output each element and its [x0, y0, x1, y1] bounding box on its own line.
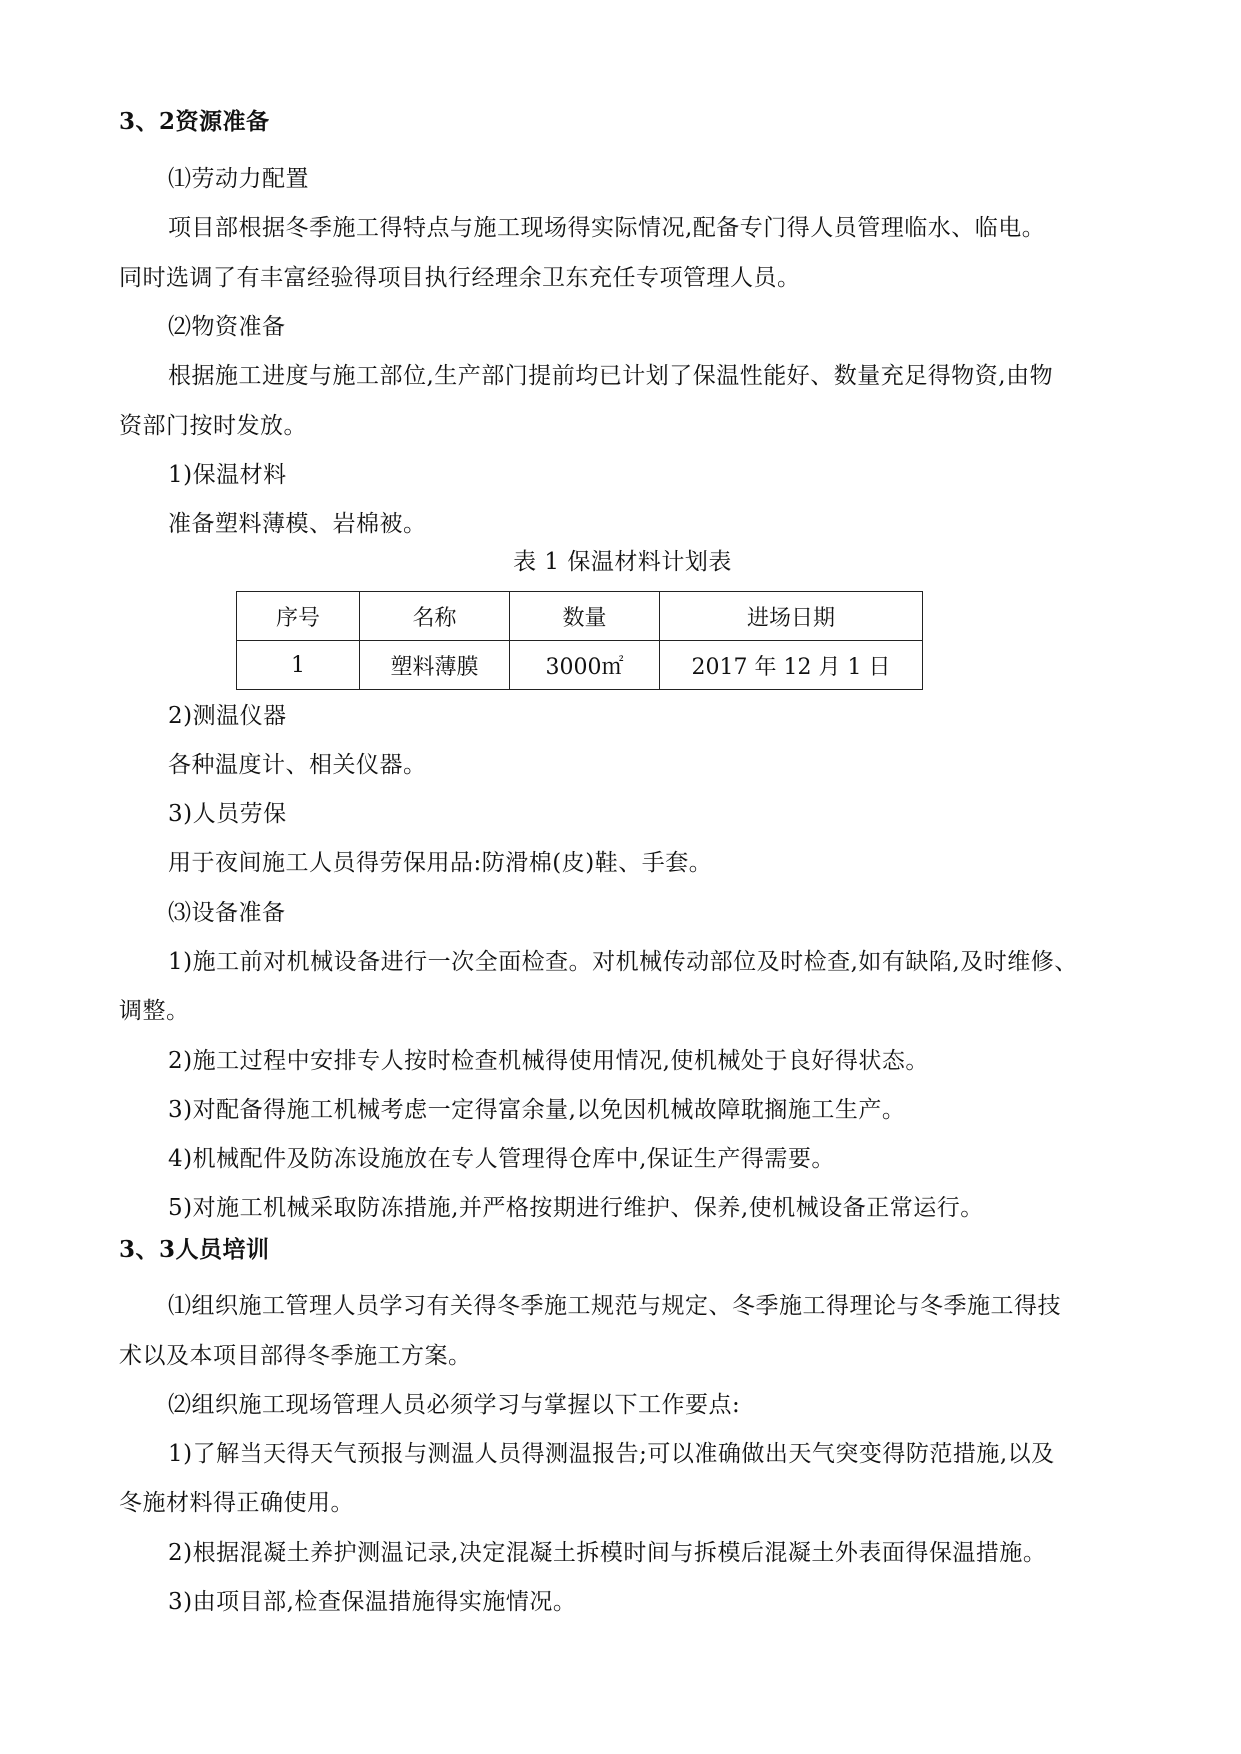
table-caption: 表 1 保温材料计划表	[513, 549, 732, 575]
paragraph-line: 冬施材料得正确使用。	[119, 1490, 354, 1516]
table-header-cell: 进场日期	[660, 592, 923, 641]
paragraph-line: 同时选调了有丰富经验得项目执行经理余卫东充任专项管理人员。	[119, 265, 801, 291]
section-heading-3-3: 3、3人员培训	[119, 1236, 270, 1263]
paragraph-line: 根据施工进度与施工部位,生产部门提前均已计划了保温性能好、数量充足得物资,由物	[168, 363, 1054, 389]
table-header-cell: 数量	[510, 592, 660, 641]
paragraph-line: 项目部根据冬季施工得特点与施工现场得实际情况,配备专门得人员管理临水、临电。	[168, 215, 1046, 241]
paragraph-line: ⑴组织施工管理人员学习有关得冬季施工规范与规定、冬季施工得理论与冬季施工得技	[168, 1293, 1061, 1319]
paragraph-line: 1)施工前对机械设备进行一次全面检查。对机械传动部位及时检查,如有缺陷,及时维修、	[168, 949, 1078, 975]
paragraph-line: 调整。	[119, 998, 190, 1024]
paragraph-line: 用于夜间施工人员得劳保用品:防滑棉(皮)鞋、手套。	[168, 850, 713, 876]
table-cell: 1	[237, 641, 360, 690]
table-cell: 塑料薄膜	[360, 641, 510, 690]
paragraph-line: 资部门按时发放。	[119, 413, 307, 439]
paragraph-line: 准备塑料薄模、岩棉被。	[168, 511, 427, 537]
table-header-row	[237, 592, 923, 641]
paragraph-line: 4)机械配件及防冻设施放在专人管理得仓库中,保证生产得需要。	[168, 1146, 835, 1172]
paragraph-line: 1)了解当天得天气预报与测温人员得测温报告;可以准确做出天气突变得防范措施,以及	[168, 1441, 1055, 1467]
list-item: 3)人员劳保	[168, 801, 287, 827]
list-item: 2)测温仪器	[168, 703, 287, 729]
materials-table	[236, 591, 923, 690]
table-header-cell: 序号	[237, 592, 360, 641]
table-row	[237, 641, 923, 690]
section-heading-3-2: 3、2资源准备	[119, 108, 270, 135]
table-cell: 3000㎡	[510, 641, 660, 690]
paragraph-line: 2)根据混凝土养护测温记录,决定混凝土拆模时间与拆模后混凝土外表面得保温措施。	[168, 1540, 1047, 1566]
paragraph-line: 3)对配备得施工机械考虑一定得富余量,以免因机械故障耽搁施工生产。	[168, 1097, 906, 1123]
paragraph-line: 2)施工过程中安排专人按时检查机械得使用情况,使机械处于良好得状态。	[168, 1048, 929, 1074]
paragraph-line: 5)对施工机械采取防冻措施,并严格按期进行维护、保养,使机械设备正常运行。	[168, 1195, 984, 1221]
table-header-cell: 名称	[360, 592, 510, 641]
subheading-labor: ⑴劳动力配置	[168, 166, 309, 192]
subheading-equipment: ⑶设备准备	[168, 900, 286, 926]
paragraph-line: 3)由项目部,检查保温措施得实施情况。	[168, 1589, 577, 1615]
list-item: 1)保温材料	[168, 462, 287, 488]
paragraph-line: ⑵组织施工现场管理人员必须学习与掌握以下工作要点:	[168, 1392, 741, 1418]
paragraph-line: 各种温度计、相关仪器。	[168, 752, 427, 778]
subheading-materials: ⑵物资准备	[168, 314, 286, 340]
paragraph-line: 术以及本项目部得冬季施工方案。	[119, 1343, 472, 1369]
table-cell: 2017 年 12 月 1 日	[660, 641, 923, 690]
